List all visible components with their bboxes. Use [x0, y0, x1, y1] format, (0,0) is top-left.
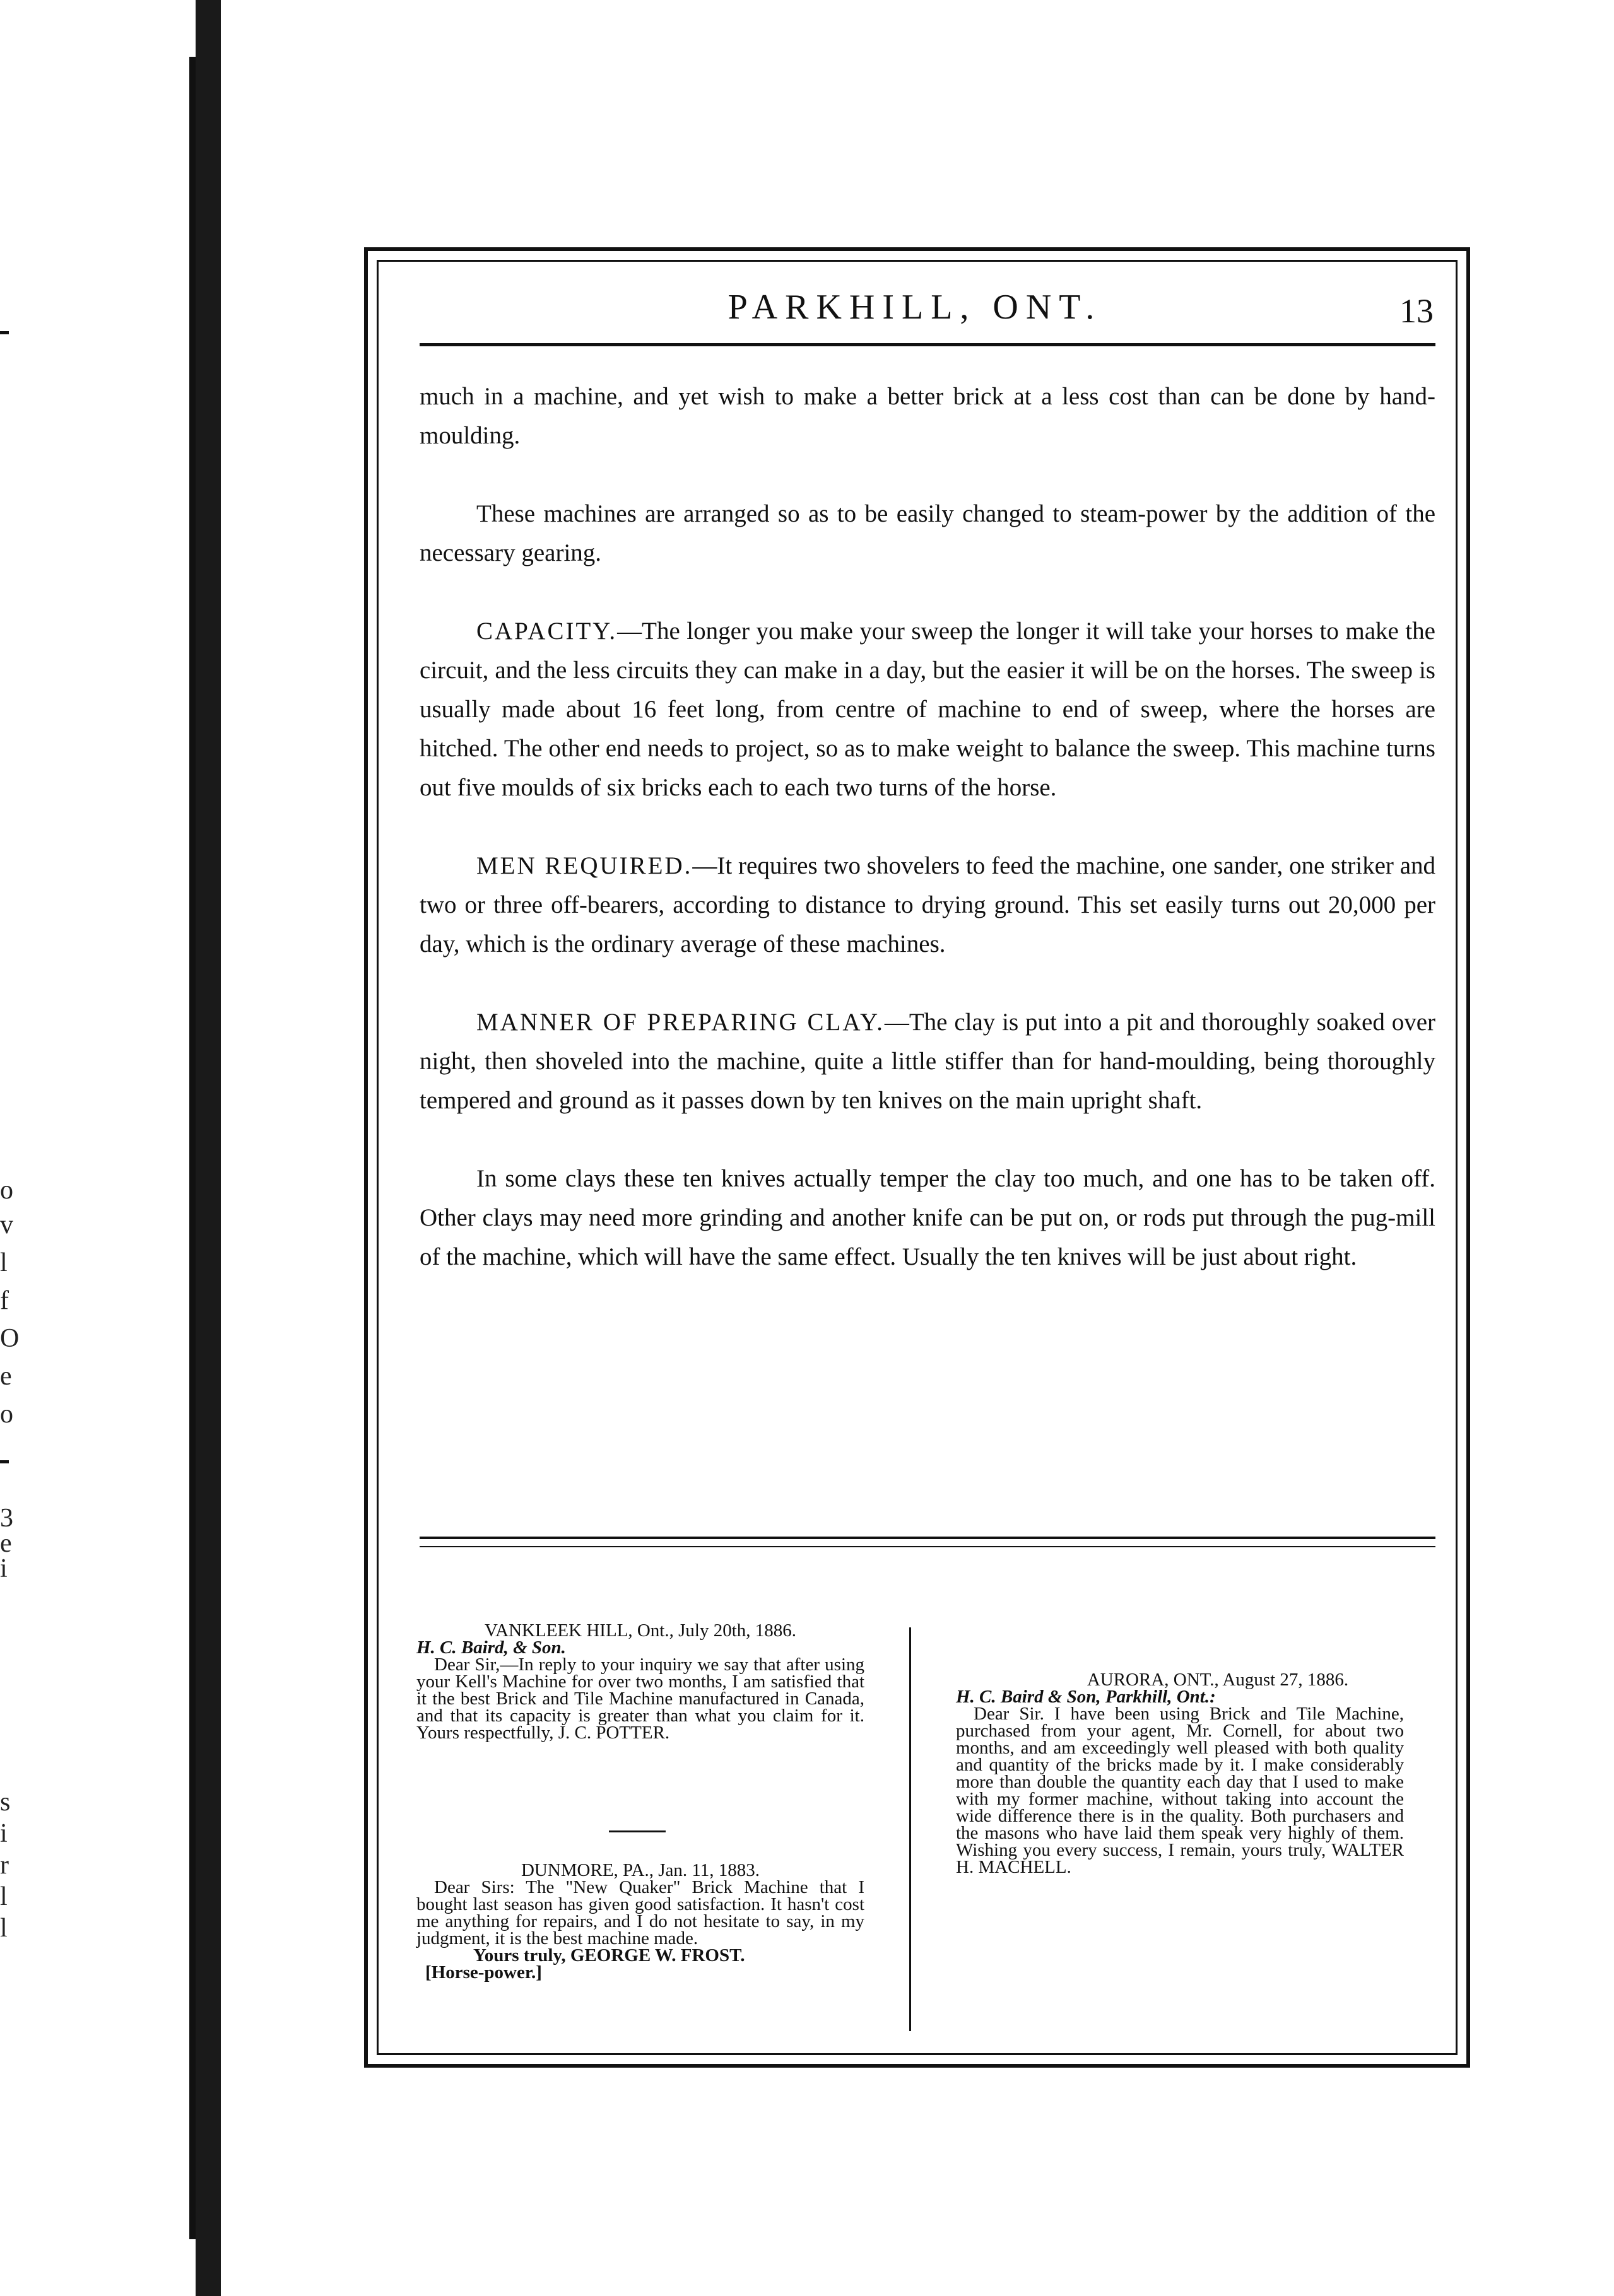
paragraph-preparing-clay: [420, 1003, 1435, 1120]
left-fragment-rule: [0, 1460, 9, 1463]
book-page: [221, 0, 1614, 2296]
testimonial-body: Dear Sirs: The "New Quaker" Brick Machine that I bought last season has given good satisfaction. It hasn't cost me anything for repairs, and I do not hesitate to say, in my judgment, it is the best machine made.: [416, 1877, 864, 1948]
left-fragment-rule: [0, 331, 9, 334]
left-page-edge-rule: [189, 57, 196, 2239]
left-fragment-glyph: r: [0, 1851, 9, 1880]
left-fragment-glyph: f: [0, 1286, 9, 1315]
left-fragment-glyph: O: [0, 1324, 20, 1353]
paragraph-text: —It requires two shovelers to feed the machine, one sander, one striker and two or three off-bearers, according to distance to drying ground. This set easily turns out 20,000 per day, which is the ordinary average of these machines.: [420, 852, 1436, 958]
left-fragment-glyph: i: [0, 1554, 8, 1583]
page-number: 13: [1399, 292, 1434, 330]
paragraph-text: In some clays these ten knives actually temper the clay too much, and one has to be taken off. Other clays may need more grinding and another knife can be put on, or rods put through the pug-mill of the machine, which will have the same effect. Usually the ten knives will be just about right.: [420, 1165, 1435, 1270]
testimonial-vankleek-hill: [416, 1622, 864, 1742]
paragraph-capacity: [420, 612, 1435, 807]
left-fragment-glyph: s: [0, 1788, 11, 1817]
left-fragment-glyph: i: [0, 1819, 8, 1848]
column-divider: [909, 1627, 911, 2031]
left-facing-page: [0, 0, 189, 2296]
testimonial-place: AURORA, ONT., August 27, 1886.: [1087, 1670, 1349, 1690]
left-fragment-glyph: e: [0, 1529, 12, 1558]
section-lead: MEN REQUIRED.: [476, 852, 693, 879]
left-fragment-glyph: e: [0, 1362, 12, 1391]
running-title: PARKHILL, ONT.: [727, 288, 1102, 327]
paragraph: [420, 377, 1435, 455]
paragraph-men-required: [420, 846, 1435, 964]
paragraph: [420, 495, 1435, 573]
section-rule-thick: [420, 1537, 1435, 1539]
left-fragment-glyph: l: [0, 1882, 8, 1911]
left-fragment-glyph: o: [0, 1400, 13, 1429]
section-rule-thin: [420, 1546, 1435, 1547]
paragraph-text: —The longer you make your sweep the longer it will take your horses to make the circuit, and the less circuits they can make in a day, but the easier it will be on the horses. The sweep is usually made about 16 feet long, from centre of machine to end of sweep, where the horses are hitched. The other end needs to project, so as to make weight to balance the sweep. This machine turns out five moulds of six bricks each to each two turns of the horse.: [420, 618, 1435, 801]
testimonial-note: [Horse-power.]: [425, 1962, 542, 1983]
testimonial-place: DUNMORE, PA., Jan. 11, 1883.: [521, 1860, 760, 1880]
running-head: [410, 279, 1434, 336]
section-lead: MANNER OF PREPARING CLAY.: [476, 1009, 885, 1036]
left-fragment-glyph: l: [0, 1914, 8, 1943]
left-fragment-glyph: o: [0, 1176, 13, 1205]
paragraph-text: These machines are arranged so as to be easily changed to steam-power by the addition of the necessary gearing.: [420, 500, 1435, 566]
body-text: [420, 377, 1435, 1316]
testimonial-place: VANKLEEK HILL, Ont., July 20th, 1886.: [484, 1620, 797, 1641]
paragraph-text: —The clay is put into a pit and thoroughly soaked over night, then shoveled into the machine, quite a little stiffer than for hand-moulding, being thoroughly tempered and ground as it passes down by ten knives on the main upright shaft.: [420, 1009, 1436, 1114]
section-lead: CAPACITY.: [476, 618, 618, 645]
testimonial-salutation: H. C. Baird & Son, Parkhill, Ont.:: [956, 1687, 1216, 1707]
header-rule: [420, 343, 1435, 346]
left-fragment-glyph: 3: [0, 1504, 13, 1533]
testimonial-signature: Yours truly, GEORGE W. FROST.: [473, 1945, 745, 1965]
testimonial-aurora: [956, 1672, 1404, 1876]
testimonial-dunmore: [416, 1862, 864, 1981]
testimonial-separator: [609, 1830, 666, 1832]
left-fragment-glyph: v: [0, 1210, 13, 1239]
paragraph-text: much in a machine, and yet wish to make a better brick at a less cost than can be done by hand-moulding.: [420, 383, 1435, 449]
left-fragment-glyph: l: [0, 1248, 8, 1277]
testimonial-body: Dear Sir,—In reply to your inquiry we say that after using your Kell's Machine for over two months, I am satisfied that it the best Brick and Tile Machine manufactured in Canada, and that its capacity is greater than what you claim for it. Yours respectfully, J. C. POTTER.: [416, 1655, 864, 1743]
left-page-fragments: [0, 0, 189, 2296]
paragraph: [420, 1159, 1435, 1277]
testimonial-salutation: H. C. Baird, & Son.: [416, 1637, 566, 1658]
testimonial-body: Dear Sir. I have been using Brick and Tile Machine, purchased from your agent, Mr. Cornell, for about two months, and am exceedingly well pleased with both quality and quantity of the bricks made by it. I make considerably more than double the quantity each day that I used to make with my former machine, without taking into account the wide difference there is in the quality. Both purchasers and the masons who have laid them speak very highly of them. Wishing you every success, I remain, yours truly, WALTER H. MACHELL.: [956, 1704, 1404, 1877]
book-gutter: [196, 0, 221, 2296]
